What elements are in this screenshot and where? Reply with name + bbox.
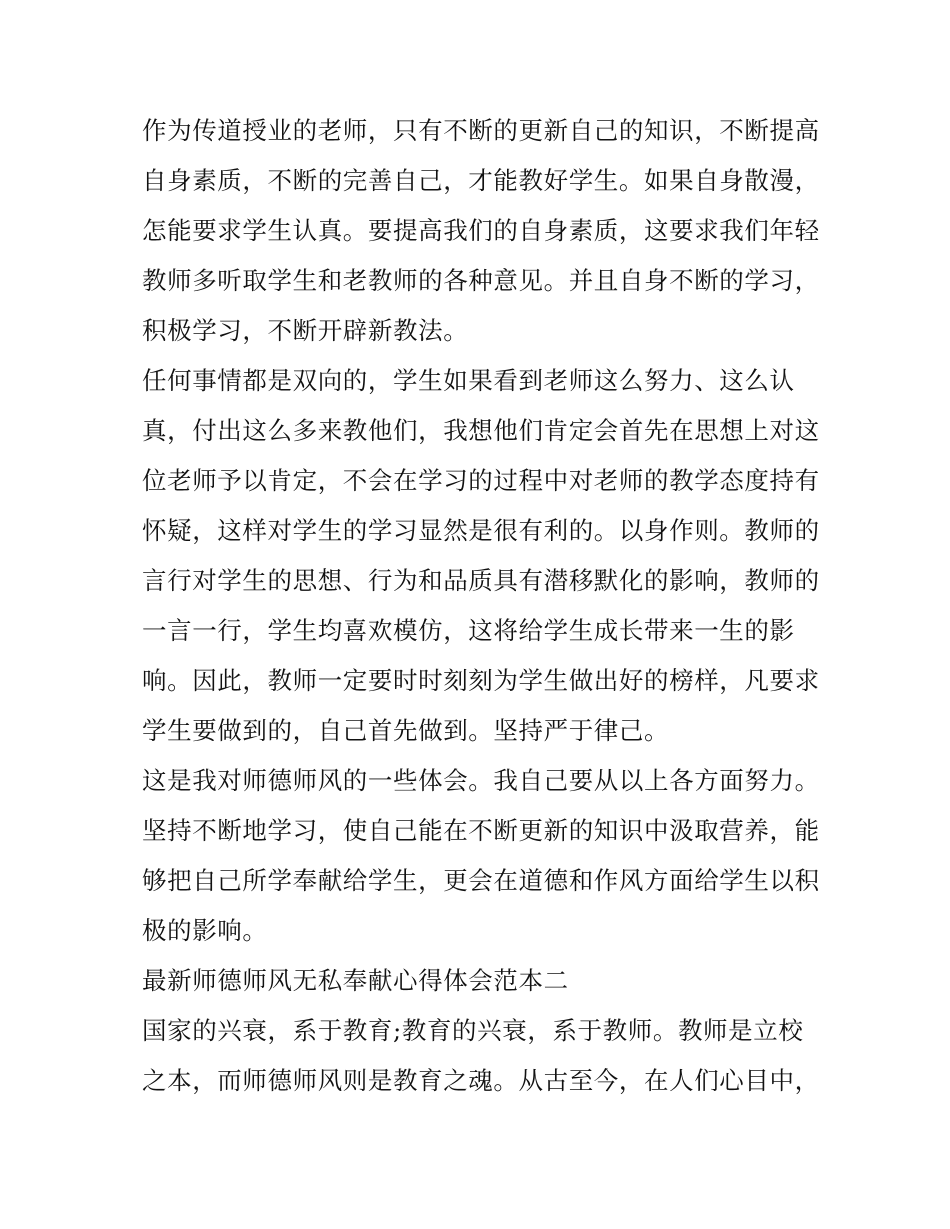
section-heading: 最新师德师风无私奉献心得体会范本二 [142,966,569,995]
text-line-16: 够把自己所学奉献给学生，更会在道德和作风方面给学生以积 [142,866,820,895]
text-line-10: 言行对学生的思想、行为和品质具有潜移默化的影响，教师的 [142,566,820,595]
text-line-17: 极的影响。 [142,916,268,945]
text-line-8: 位老师予以肯定，不会在学习的过程中对老师的教学态度持有 [142,466,820,495]
text-line-13: 学生要做到的，自己首先做到。坚持严于律己。 [142,716,670,745]
text-line-20: 之本，而师德师风则是教育之魂。从古至今，在人们心目中， [142,1066,820,1095]
text-line-4: 教师多听取学生和老教师的各种意见。并且自身不断的学习， [142,266,820,295]
text-line-6: 任何事情都是双向的，学生如果看到老师这么努力、这么认 [142,366,795,395]
text-line-19: 国家的兴衰，系于教育;教育的兴衰，系于教师。教师是立校 [142,1016,804,1045]
text-line-15: 坚持不断地学习，使自己能在不断更新的知识中汲取营养，能 [142,816,820,845]
text-line-9: 怀疑，这样对学生的学习显然是很有利的。以身作则。教师的 [142,516,820,545]
text-line-1: 作为传道授业的老师，只有不断的更新自己的知识，不断提高 [142,116,820,145]
text-line-14: 这是我对师德师风的一些体会。我自己要从以上各方面努力。 [142,766,820,795]
text-line-11: 一言一行，学生均喜欢模仿，这将给学生成长带来一生的影 [142,616,795,645]
text-line-3: 怎能要求学生认真。要提高我们的自身素质，这要求我们年轻 [142,216,820,245]
text-line-5: 积极学习，不断开辟新教法。 [142,316,469,345]
text-line-7: 真，付出这么多来教他们，我想他们肯定会首先在思想上对这 [142,416,820,445]
text-line-12: 响。因此，教师一定要时时刻刻为学生做出好的榜样，凡要求 [142,666,820,695]
text-line-2: 自身素质，不断的完善自己，才能教好学生。如果自身散漫， [142,166,820,195]
